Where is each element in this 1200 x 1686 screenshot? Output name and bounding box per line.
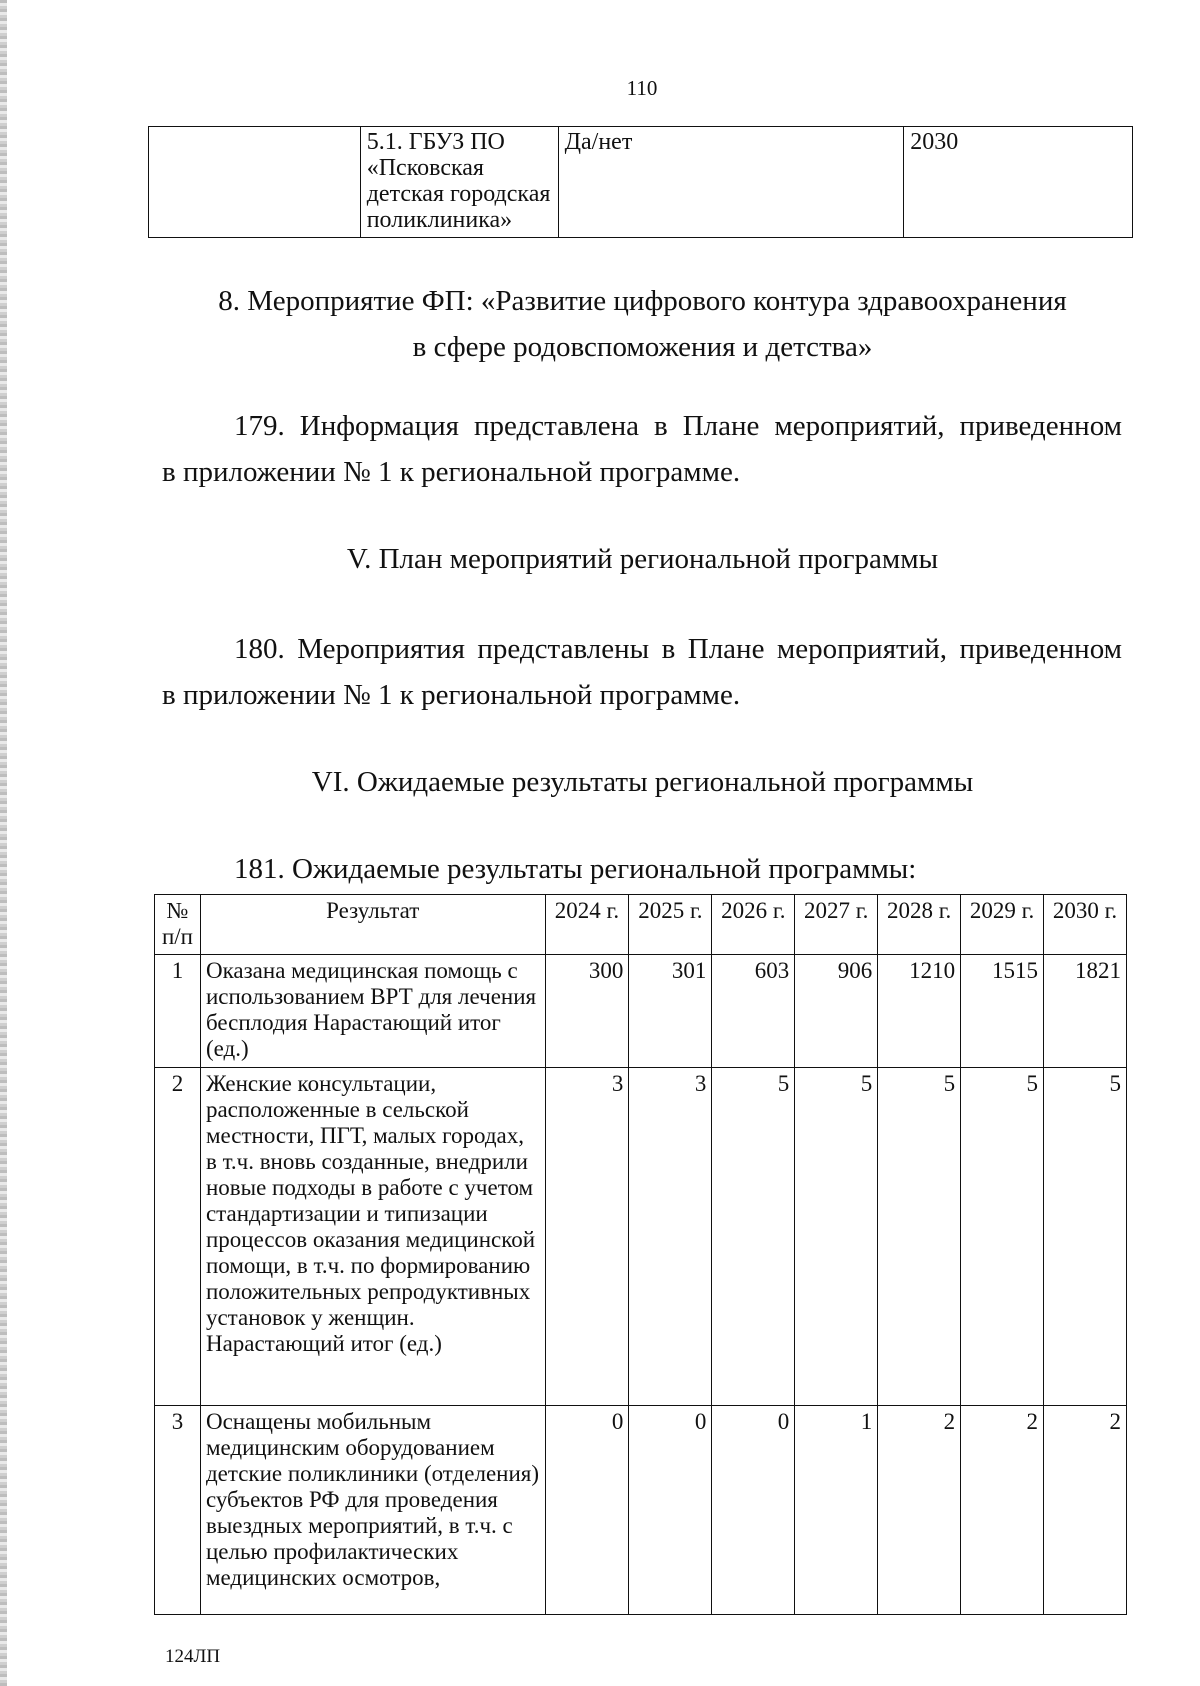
- row-value: 5: [795, 1068, 878, 1406]
- table-header-row: [155, 895, 1127, 955]
- row-value: 906: [795, 955, 878, 1068]
- table-cell: 5.1. ГБУЗ ПО «Псковская детская городская поликлиника»: [360, 127, 558, 238]
- section-5-title: V. План мероприятий региональной программы: [346, 543, 939, 575]
- paragraph-line: в приложении № 1 к региональной программе.: [162, 679, 741, 711]
- page-number: 110: [626, 76, 658, 100]
- section-8-heading: [150, 278, 1135, 370]
- footer-code: 124ЛП: [165, 1646, 221, 1667]
- row-number: 2: [155, 1068, 201, 1406]
- row-value: 2: [961, 1406, 1044, 1615]
- row-value: 0: [545, 1406, 629, 1615]
- row-result: Оказана медицинская помощь с использованием ВРТ для лечения бесплодия Нарастающий итог (ед.): [200, 955, 545, 1068]
- header-year: 2030 г.: [1044, 895, 1127, 955]
- paragraph-179: [162, 403, 1122, 495]
- row-value: 300: [545, 955, 629, 1068]
- header-year: 2024 г.: [545, 895, 629, 955]
- section-6-title: VI. Ожидаемые результаты региональной программы: [311, 766, 974, 798]
- top-table: [148, 126, 1133, 238]
- heading-line: в сфере родовспоможения и детства»: [412, 331, 873, 363]
- table-row: [155, 955, 1127, 1068]
- table-row: [149, 127, 1133, 238]
- results-table: [154, 894, 1127, 1615]
- header-year: 2027 г.: [795, 895, 878, 955]
- row-value: 5: [1044, 1068, 1127, 1406]
- row-value: 301: [629, 955, 712, 1068]
- table-cell: 2030: [904, 127, 1133, 238]
- row-value: 0: [629, 1406, 712, 1615]
- header-year: 2028 г.: [878, 895, 961, 955]
- table-row: [155, 1406, 1127, 1615]
- paragraph-line: 179. Информация представлена в Плане мероприятий, приведенном: [234, 410, 1122, 442]
- heading-line: 8. Мероприятие ФП: «Развитие цифрового контура здравоохранения: [218, 285, 1067, 317]
- row-result: Оснащены мобильным медицинским оборудованием детские поликлиники (отделения) субъектов РФ для проведения выездных мероприятий, в т.ч. с целью профилактических медицинских осмотров,: [200, 1406, 545, 1615]
- row-value: 0: [712, 1406, 795, 1615]
- header-year: 2026 г.: [712, 895, 795, 955]
- header-number: № п/п: [155, 895, 201, 955]
- row-value: 3: [629, 1068, 712, 1406]
- row-value: 1210: [878, 955, 961, 1068]
- paragraph-line: 180. Мероприятия представлены в Плане мероприятий, приведенном: [234, 633, 1122, 665]
- row-value: 1821: [1044, 955, 1127, 1068]
- table-row: [155, 1068, 1127, 1406]
- paragraph-181-title: 181. Ожидаемые результаты региональной программы:: [234, 853, 917, 885]
- row-value: 3: [545, 1068, 629, 1406]
- row-value: 2: [878, 1406, 961, 1615]
- row-value: 5: [961, 1068, 1044, 1406]
- scan-edge: [0, 0, 7, 1686]
- row-value: 5: [712, 1068, 795, 1406]
- paragraph-180: [162, 626, 1122, 718]
- row-value: 603: [712, 955, 795, 1068]
- header-result: Результат: [200, 895, 545, 955]
- row-number: 3: [155, 1406, 201, 1615]
- paragraph-line: в приложении № 1 к региональной программе.: [162, 456, 741, 488]
- row-number: 1: [155, 955, 201, 1068]
- header-year: 2029 г.: [961, 895, 1044, 955]
- row-value: 2: [1044, 1406, 1127, 1615]
- header-year: 2025 г.: [629, 895, 712, 955]
- table-cell: Да/нет: [558, 127, 904, 238]
- row-value: 5: [878, 1068, 961, 1406]
- row-result: Женские консультации, расположенные в сельской местности, ПГТ, малых городах, в т.ч. вновь созданные, внедрили новые подходы в работе с учетом стандартизации и типизации процессов оказания медицинской помощи, в т.ч. по формированию положительных репродуктивных установок у женщин. Нарастающий итог (ед.): [200, 1068, 545, 1406]
- table-cell: [149, 127, 361, 238]
- row-value: 1515: [961, 955, 1044, 1068]
- row-value: 1: [795, 1406, 878, 1615]
